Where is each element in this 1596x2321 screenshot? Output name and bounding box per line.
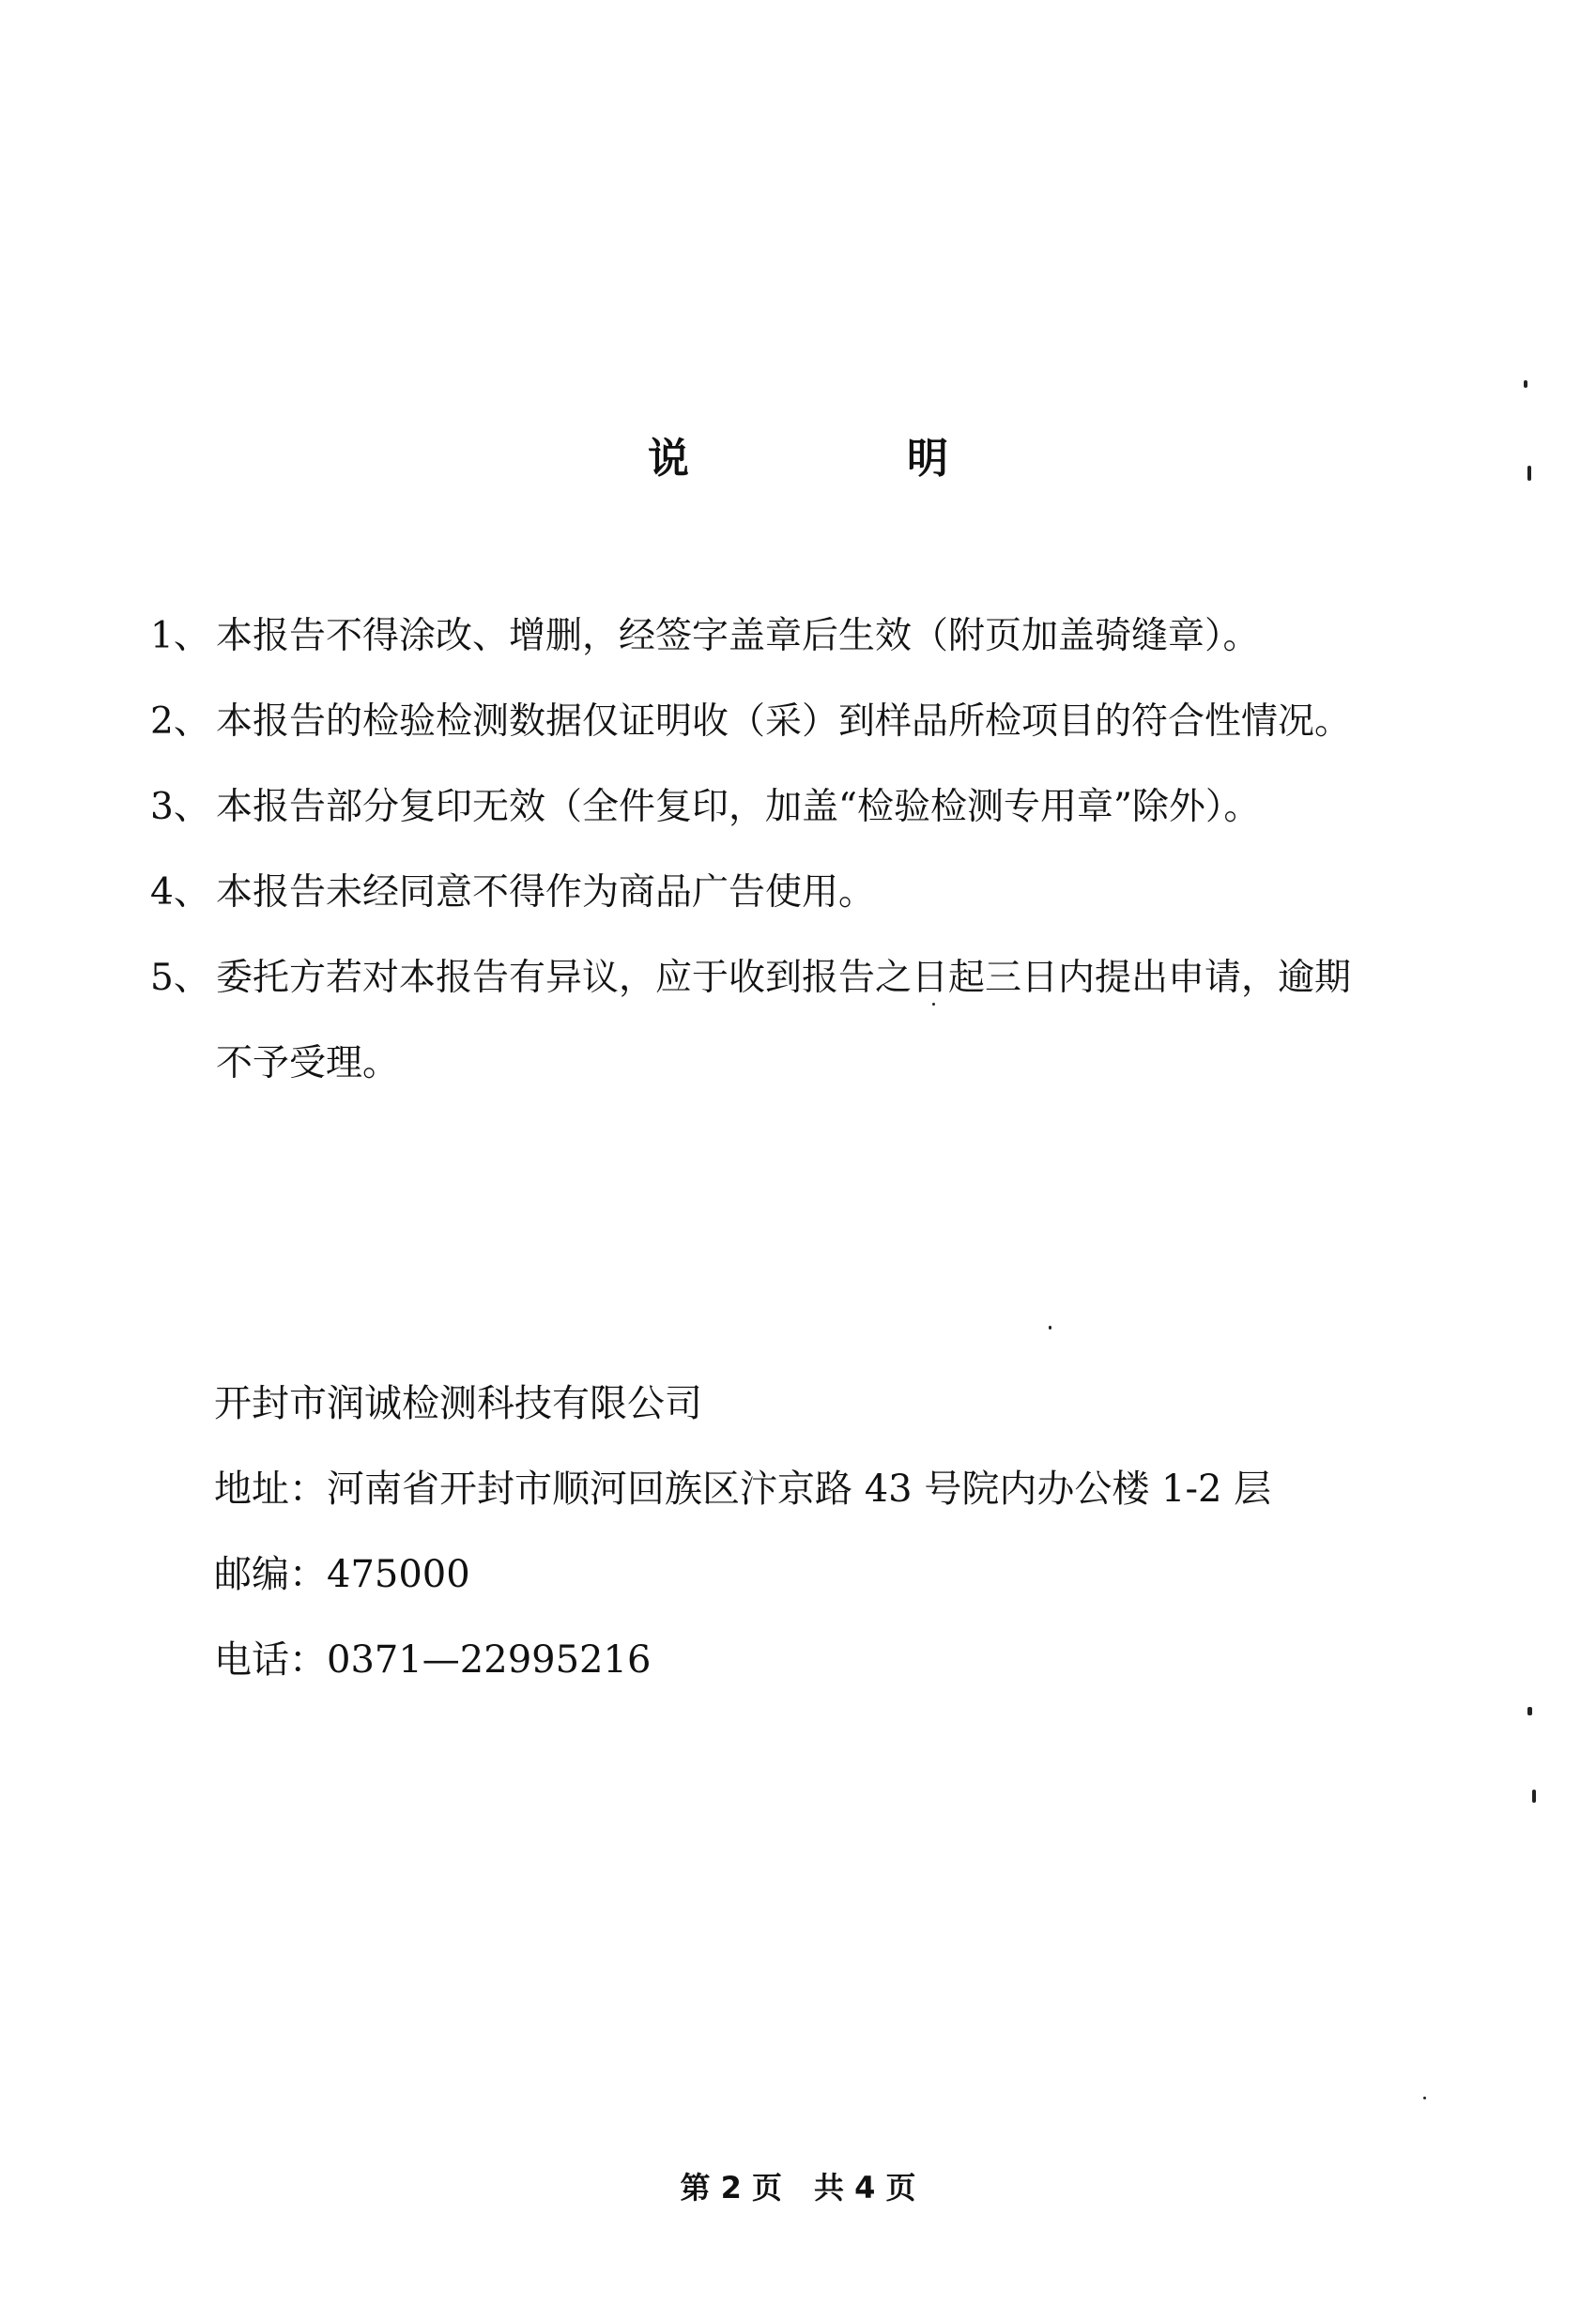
title-gap [689, 424, 907, 484]
page-number-current: 第 2 页 [680, 2170, 782, 2206]
company-info [214, 1361, 1271, 1703]
title-char-left: 说 [648, 435, 689, 483]
company-address: 地址：河南省开封市顺河回族区汴京路 43 号院内办公楼 1-2 层 [214, 1468, 1272, 1511]
company-postcode: 邮编：475000 [214, 1553, 470, 1596]
scan-speck [1527, 466, 1531, 481]
note-text: 委托方若对本报告有异议，应于收到报告之日起三日内提出申请，逾期 [216, 957, 1352, 999]
note-text: 本报告部分复印无效（全件复印，加盖“检验检测专用章”除外）。 [216, 786, 1261, 828]
notes-list [150, 593, 1465, 1106]
note-number: 1、 [150, 615, 210, 657]
note-number: 2、 [150, 700, 210, 743]
note-item [150, 593, 1465, 679]
page-title [0, 424, 1596, 484]
scan-speck [1423, 2097, 1426, 2099]
scan-speck [932, 1003, 935, 1006]
note-item [150, 679, 1465, 764]
scan-speck [1527, 1707, 1532, 1715]
company-phone: 电话：0371—22995216 [214, 1638, 652, 1682]
note-text: 本报告不得涂改、增删，经签字盖章后生效（附页加盖骑缝章）。 [216, 615, 1260, 657]
note-item [150, 850, 1465, 935]
footer-separator [782, 2164, 814, 2207]
note-text: 本报告未经同意不得作为商品广告使用。 [216, 871, 876, 914]
page-number-total: 共 4 页 [814, 2170, 916, 2206]
note-item [150, 764, 1465, 850]
title-char-right: 明 [907, 435, 948, 483]
note-number: 4、 [150, 871, 210, 914]
company-name: 开封市润诚检测科技有限公司 [214, 1382, 702, 1425]
note-continuation: 不予受理。 [216, 1042, 400, 1084]
note-number: 5、 [150, 957, 210, 999]
scan-speck [1049, 1326, 1051, 1330]
scan-speck [1532, 1790, 1536, 1803]
page-footer [0, 2164, 1596, 2207]
note-text: 本报告的检验检测数据仅证明收（采）到样品所检项目的符合性情况。 [216, 700, 1352, 743]
note-item [150, 935, 1465, 1021]
note-number: 3、 [150, 786, 210, 828]
scan-speck [1524, 380, 1527, 388]
